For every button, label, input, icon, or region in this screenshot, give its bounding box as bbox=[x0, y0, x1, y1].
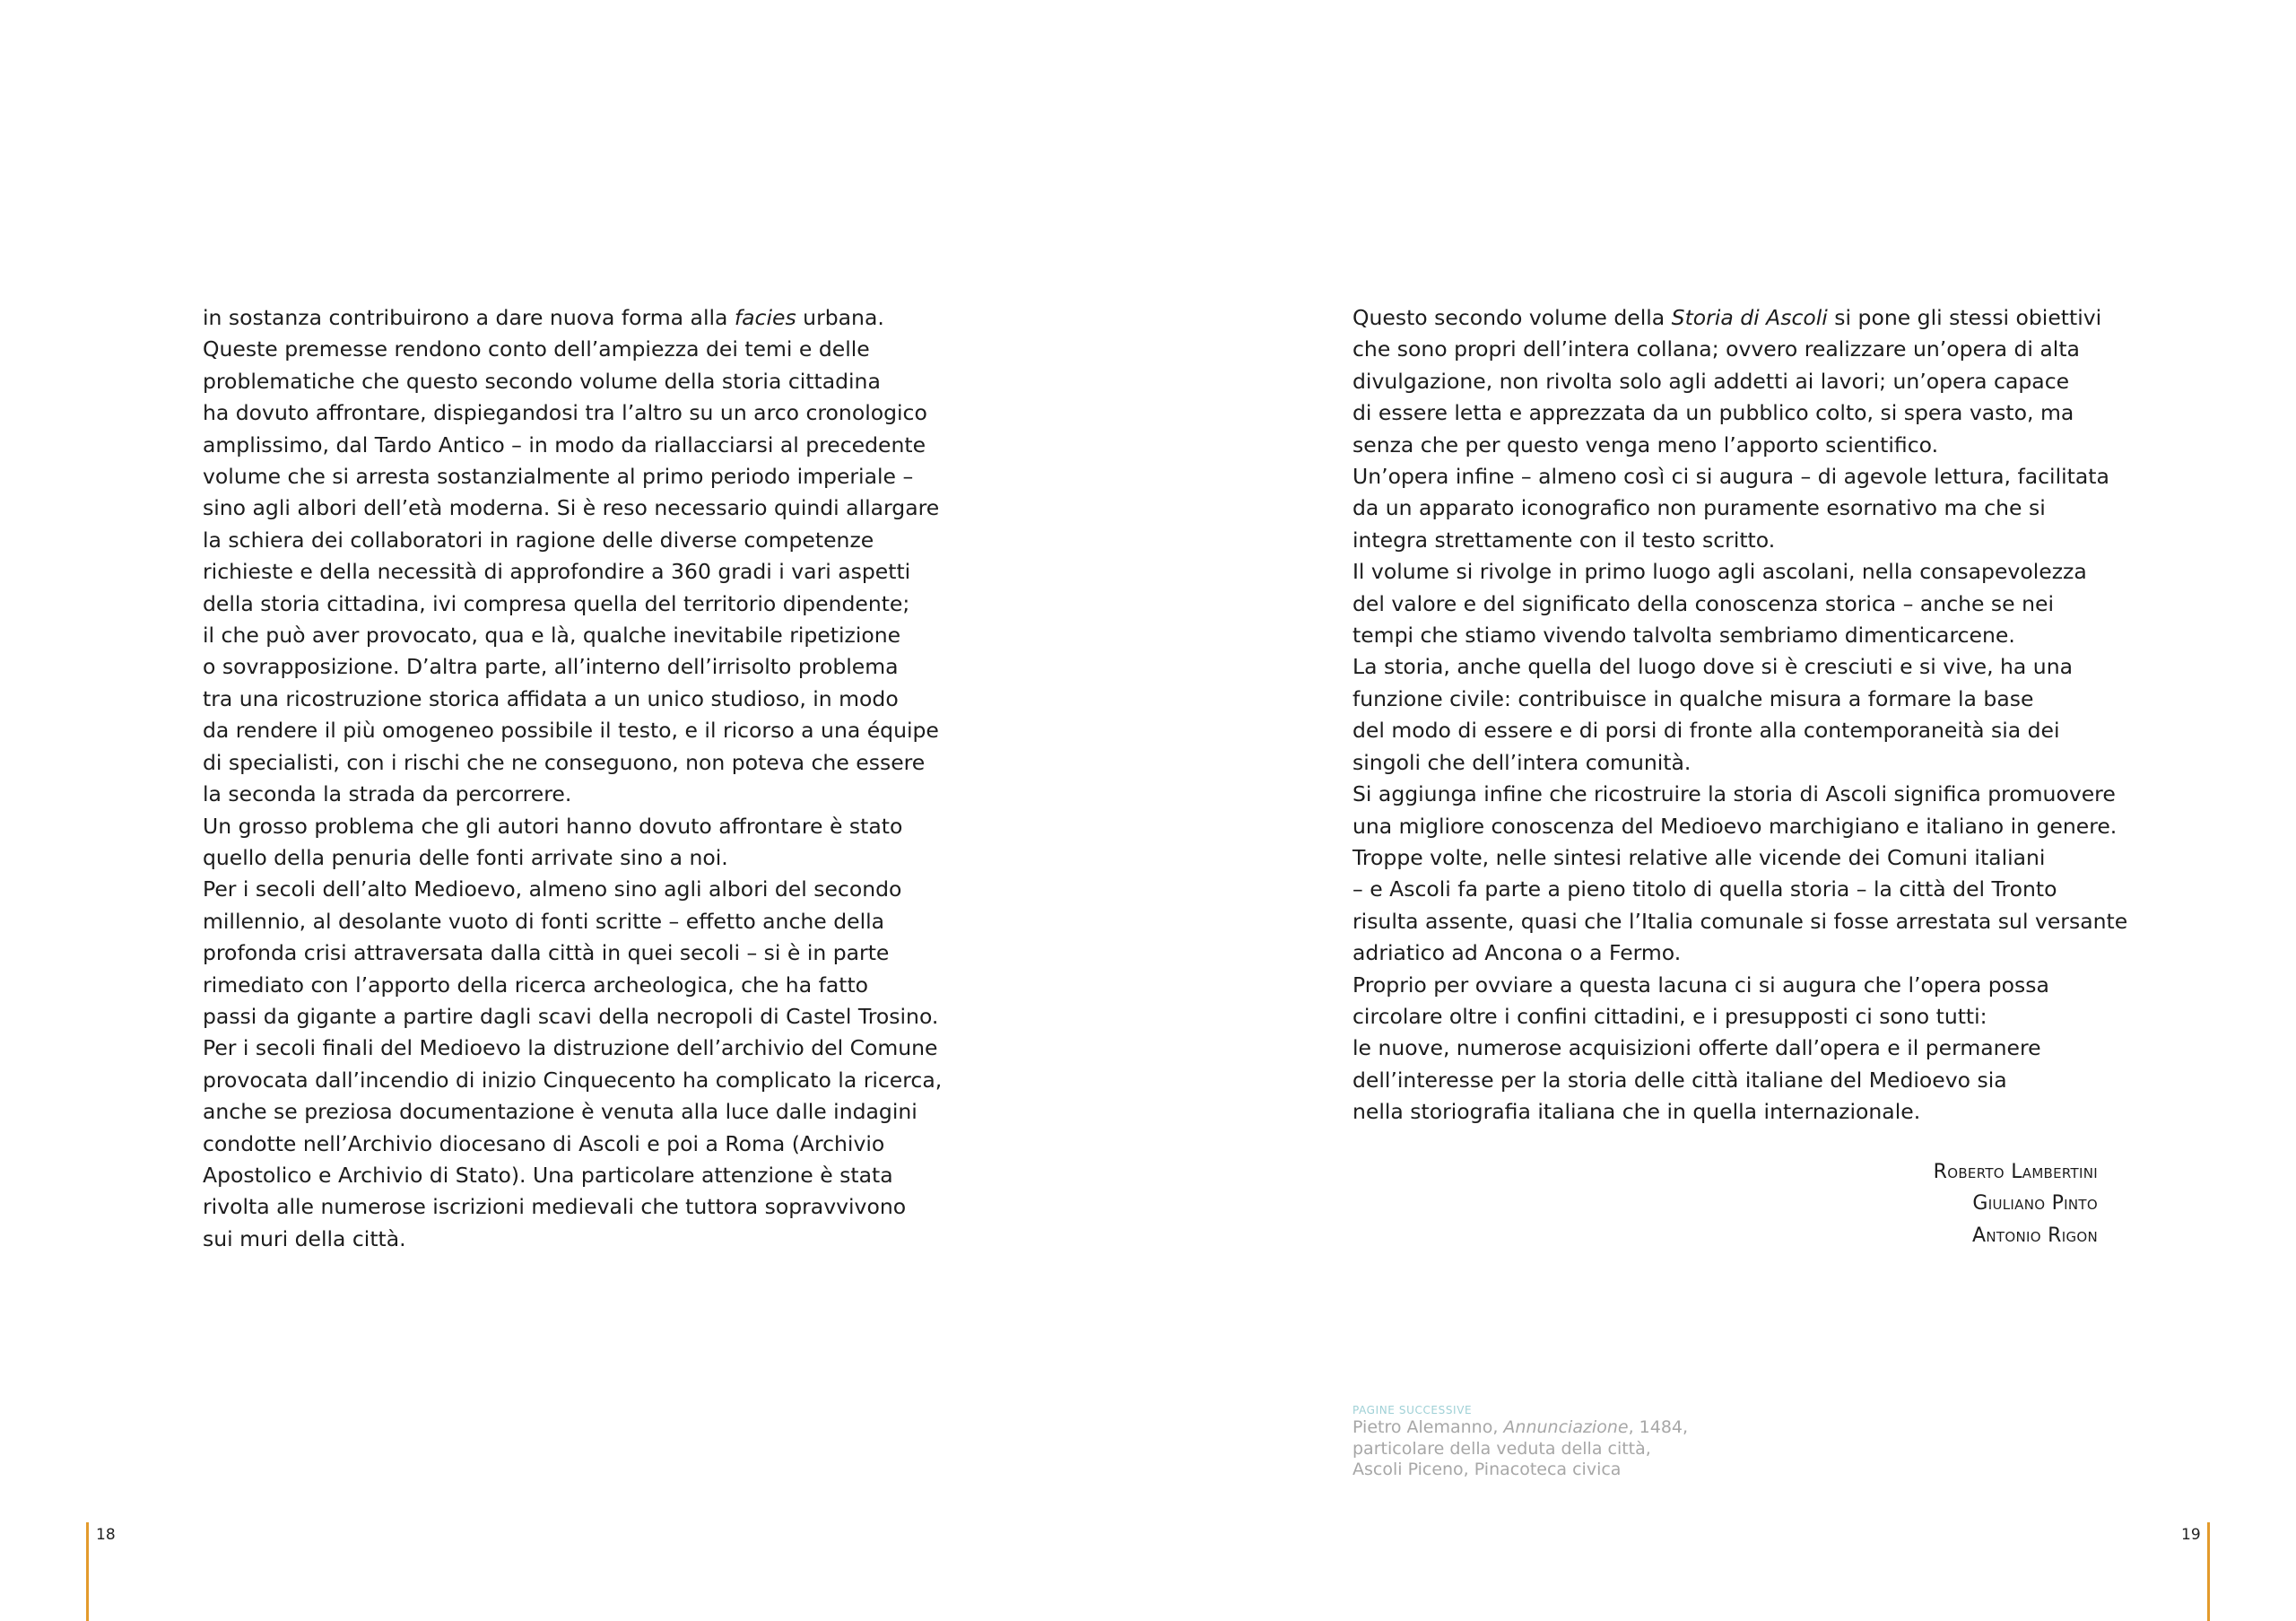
body-line: divulgazione, non rivolta solo agli addetti ai lavori; un’opera capace bbox=[1352, 368, 2070, 394]
author-name: Roberto Lambertini bbox=[1933, 1161, 2098, 1183]
body-line: Questo secondo volume della Storia di Ascoli si pone gli stessi obiettivi bbox=[1352, 305, 2102, 330]
body-line: Il volume si rivolge in primo luogo agli ascolani, nella consapevolezza bbox=[1352, 559, 2087, 585]
page-edge-rule-right bbox=[2207, 1522, 2210, 1621]
page-number-left: 18 bbox=[96, 1526, 116, 1544]
body-line: del modo di essere e di porsi di fronte alla contemporaneità sia dei bbox=[1352, 718, 2060, 744]
body-line: adriatico ad Ancona o a Fermo. bbox=[1352, 940, 1682, 966]
body-line: in sostanza contribuirono a dare nuova forma alla facies urbana. bbox=[203, 305, 884, 330]
body-line: senza che per questo venga meno l’apporto scientifico. bbox=[1352, 431, 1939, 458]
body-line: Per i secoli dell’alto Medioevo, almeno sino agli albori del secondo bbox=[203, 876, 902, 902]
body-line: Un’opera infine – almeno così ci si augura – di agevole lettura, facilitata bbox=[1352, 464, 2109, 490]
body-line: Apostolico e Archivio di Stato). Una particolare attenzione è stata bbox=[203, 1162, 893, 1188]
caption-line: particolare della veduta della città, bbox=[1352, 1438, 1651, 1459]
body-line: rimediato con l’apporto della ricerca archeologica, che ha fatto bbox=[203, 972, 869, 998]
page-edge-rule-left bbox=[86, 1522, 89, 1621]
body-line: che sono propri dell’intera collana; ovvero realizzare un’opera di alta bbox=[1352, 336, 2080, 362]
body-line: tempi che stiamo vivendo talvolta sembriamo dimenticarcene. bbox=[1352, 623, 2015, 649]
body-line: profonda crisi attraversata dalla città in quei secoli – si è in parte bbox=[203, 940, 890, 966]
body-line: sui muri della città. bbox=[203, 1225, 406, 1251]
body-line: risulta assente, quasi che l’Italia comunale si fosse arrestata sul versante bbox=[1352, 908, 2128, 934]
body-line: Troppe volte, nelle sintesi relative alle vicende dei Comuni italiani bbox=[1352, 844, 2046, 870]
body-line: amplissimo, dal Tardo Antico – in modo da riallacciarsi al precedente bbox=[203, 431, 926, 458]
body-line: integra strettamente con il testo scritto. bbox=[1352, 527, 1776, 553]
body-line: Per i secoli finali del Medioevo la distruzione dell’archivio del Comune bbox=[203, 1035, 938, 1061]
body-line: la schiera dei collaboratori in ragione delle diverse competenze bbox=[203, 527, 874, 553]
body-line: una migliore conoscenza del Medioevo marchigiano e italiano in genere. bbox=[1352, 813, 2118, 839]
body-line: Un grosso problema che gli autori hanno dovuto affrontare è stato bbox=[203, 813, 903, 839]
left-page-body bbox=[203, 302, 974, 1255]
right-page-body bbox=[1352, 302, 2128, 1129]
author-signatures bbox=[1934, 1156, 2098, 1251]
author-name: Giuliano Pinto bbox=[1972, 1192, 2098, 1216]
body-line: circolare oltre i confini cittadini, e i presupposti ci sono tutti: bbox=[1352, 1003, 1987, 1029]
body-line: passi da gigante a partire dagli scavi della necropoli di Castel Trosino. bbox=[203, 1003, 939, 1029]
body-line: di specialisti, con i rischi che ne conseguono, non poteva che essere bbox=[203, 749, 926, 775]
body-line: – e Ascoli fa parte a pieno titolo di quella storia – la città del Tronto bbox=[1352, 876, 2057, 902]
body-line: da rendere il più omogeneo possibile il testo, e il ricorso a una équipe bbox=[203, 718, 939, 744]
body-line: del valore e del significato della conoscenza storica – anche se nei bbox=[1352, 590, 2054, 616]
body-line: tra una ricostruzione storica affidata a un unico studioso, in modo bbox=[203, 685, 899, 711]
body-line: ha dovuto affrontare, dispiegandosi tra l’altro su un arco cronologico bbox=[203, 400, 927, 426]
author-name: Antonio Rigon bbox=[1972, 1224, 2098, 1247]
body-line: anche se preziosa documentazione è venuta alla luce dalle indagini bbox=[203, 1099, 918, 1125]
body-line: condotte nell’Archivio diocesano di Ascoli e poi a Roma (Archivio bbox=[203, 1130, 885, 1156]
body-line: da un apparato iconografico non puramente esornativo ma che si bbox=[1352, 495, 2046, 521]
body-line: il che può aver provocato, qua e là, qualche inevitabile ripetizione bbox=[203, 623, 901, 649]
body-line: le nuove, numerose acquisizioni offerte dall’opera e il permanere bbox=[1352, 1035, 2041, 1061]
body-line: dell’interesse per la storia delle città italiane del Medioevo sia bbox=[1352, 1067, 2007, 1093]
body-line: la seconda la strada da percorrere. bbox=[203, 781, 572, 807]
body-line: o sovrapposizione. D’altra parte, all’interno dell’irrisolto problema bbox=[203, 654, 899, 680]
caption-label: PAGINE SUCCESSIVE bbox=[1352, 1404, 1473, 1416]
body-line: millennio, al desolante vuoto di fonti scritte – effetto anche della bbox=[203, 908, 885, 934]
body-line: quello della penuria delle fonti arrivate sino a noi. bbox=[203, 844, 728, 870]
body-line: problematiche che questo secondo volume della storia cittadina bbox=[203, 368, 881, 394]
body-line: singoli che dell’intera comunità. bbox=[1352, 749, 1692, 775]
body-line: funzione civile: contribuisce in qualche misura a formare la base bbox=[1352, 685, 2034, 711]
body-line: rivolta alle numerose iscrizioni medievali che tuttora sopravvivono bbox=[203, 1194, 907, 1220]
body-line: Proprio per ovviare a questa lacuna ci si augura che l’opera possa bbox=[1352, 972, 2049, 998]
body-line: nella storiografia italiana che in quella internazionale. bbox=[1352, 1099, 1921, 1125]
caption-line: Pietro Alemanno, Annunciazione, 1484, bbox=[1352, 1417, 1689, 1437]
image-caption bbox=[1352, 1403, 1688, 1481]
page-number-right: 19 bbox=[2181, 1526, 2201, 1544]
body-line: sino agli albori dell’età moderna. Si è reso necessario quindi allargare bbox=[203, 495, 940, 521]
body-line: La storia, anche quella del luogo dove si è cresciuti e si vive, ha una bbox=[1352, 654, 2073, 680]
body-line: Si aggiunga infine che ricostruire la storia di Ascoli significa promuovere bbox=[1352, 781, 2116, 807]
caption-line: Ascoli Piceno, Pinacoteca civica bbox=[1352, 1460, 1622, 1479]
body-line: richieste e della necessità di approfondire a 360 gradi i vari aspetti bbox=[203, 559, 911, 585]
body-line: della storia cittadina, ivi compresa quella del territorio dipendente; bbox=[203, 590, 910, 616]
body-line: Queste premesse rendono conto dell’ampiezza dei temi e delle bbox=[203, 336, 870, 362]
body-line: di essere letta e apprezzata da un pubblico colto, si spera vasto, ma bbox=[1352, 400, 2074, 426]
body-line: volume che si arresta sostanzialmente al primo periodo imperiale – bbox=[203, 464, 914, 490]
body-line: provocata dall’incendio di inizio Cinquecento ha complicato la ricerca, bbox=[203, 1067, 943, 1093]
